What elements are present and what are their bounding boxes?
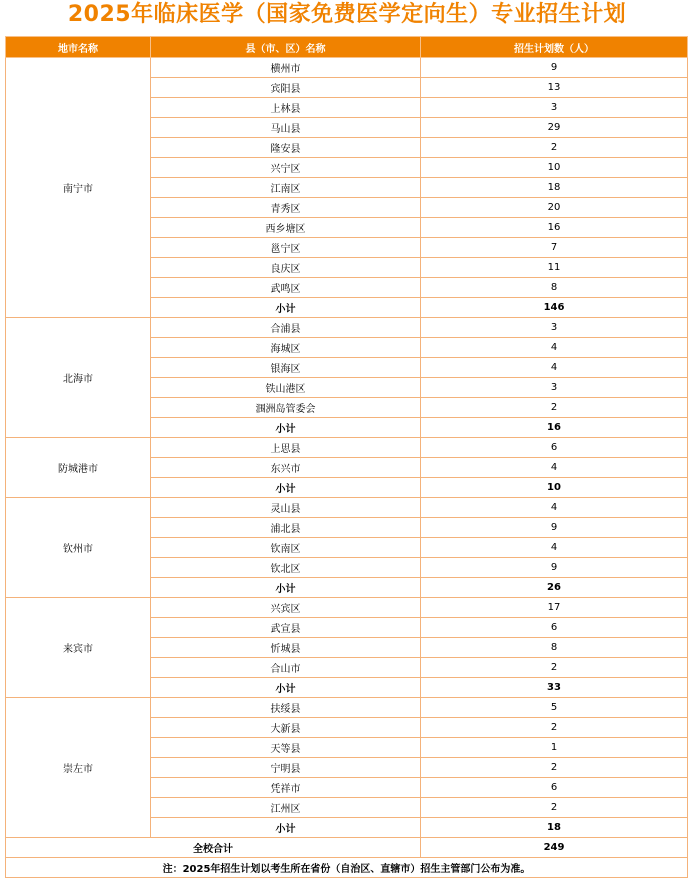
county-name-cell: 天等县 — [151, 738, 421, 758]
county-name-cell: 良庆区 — [151, 258, 421, 278]
header-plan: 招生计划数（人） — [421, 37, 688, 58]
county-name-cell: 浦北县 — [151, 518, 421, 538]
county-name-cell: 宾阳县 — [151, 78, 421, 98]
city-name-cell: 北海市 — [6, 318, 151, 438]
county-name-cell: 忻城县 — [151, 638, 421, 658]
plan-count-cell: 6 — [421, 778, 688, 798]
plan-count-cell: 16 — [421, 218, 688, 238]
plan-count-cell: 2 — [421, 718, 688, 738]
county-name-cell: 灵山县 — [151, 498, 421, 518]
county-name-cell: 东兴市 — [151, 458, 421, 478]
county-name-cell: 邕宁区 — [151, 238, 421, 258]
city-name-cell: 防城港市 — [6, 438, 151, 498]
enrollment-plan-table — [5, 36, 688, 878]
table-header-row — [6, 37, 688, 58]
subtotal-value: 26 — [421, 578, 688, 598]
table-row — [6, 438, 688, 458]
county-name-cell: 大新县 — [151, 718, 421, 738]
footnote: 注：2025年招生计划以考生所在省份（自治区、直辖市）招生主管部门公布为准。 — [6, 858, 688, 878]
plan-count-cell: 9 — [421, 518, 688, 538]
county-name-cell: 海城区 — [151, 338, 421, 358]
plan-count-cell: 9 — [421, 58, 688, 78]
county-name-cell: 江州区 — [151, 798, 421, 818]
county-name-cell: 铁山港区 — [151, 378, 421, 398]
county-name-cell: 兴宁区 — [151, 158, 421, 178]
total-value: 249 — [421, 838, 688, 858]
county-name-cell: 钦北区 — [151, 558, 421, 578]
county-name-cell: 宁明县 — [151, 758, 421, 778]
plan-count-cell: 9 — [421, 558, 688, 578]
plan-count-cell: 20 — [421, 198, 688, 218]
plan-count-cell: 3 — [421, 98, 688, 118]
note-row — [6, 858, 688, 878]
county-name-cell: 凭祥市 — [151, 778, 421, 798]
table-row — [6, 498, 688, 518]
plan-count-cell: 2 — [421, 658, 688, 678]
subtotal-value: 16 — [421, 418, 688, 438]
plan-count-cell: 6 — [421, 618, 688, 638]
subtotal-label: 小计 — [151, 818, 421, 838]
county-name-cell: 武鸣区 — [151, 278, 421, 298]
plan-count-cell: 6 — [421, 438, 688, 458]
plan-count-cell: 1 — [421, 738, 688, 758]
header-city: 地市名称 — [6, 37, 151, 58]
plan-count-cell: 5 — [421, 698, 688, 718]
total-label: 全校合计 — [6, 838, 421, 858]
plan-count-cell: 2 — [421, 398, 688, 418]
city-name-cell: 崇左市 — [6, 698, 151, 838]
plan-count-cell: 4 — [421, 498, 688, 518]
city-name-cell: 钦州市 — [6, 498, 151, 598]
plan-count-cell: 4 — [421, 458, 688, 478]
table-row — [6, 58, 688, 78]
plan-count-cell: 4 — [421, 538, 688, 558]
city-name-cell: 来宾市 — [6, 598, 151, 698]
plan-count-cell: 2 — [421, 798, 688, 818]
county-name-cell: 合浦县 — [151, 318, 421, 338]
table-row — [6, 318, 688, 338]
plan-count-cell: 29 — [421, 118, 688, 138]
county-name-cell: 江南区 — [151, 178, 421, 198]
county-name-cell: 合山市 — [151, 658, 421, 678]
plan-count-cell: 13 — [421, 78, 688, 98]
plan-count-cell: 3 — [421, 378, 688, 398]
plan-count-cell: 7 — [421, 238, 688, 258]
subtotal-value: 18 — [421, 818, 688, 838]
county-name-cell: 银海区 — [151, 358, 421, 378]
subtotal-label: 小计 — [151, 418, 421, 438]
plan-count-cell: 2 — [421, 758, 688, 778]
plan-count-cell: 4 — [421, 338, 688, 358]
county-name-cell: 兴宾区 — [151, 598, 421, 618]
county-name-cell: 横州市 — [151, 58, 421, 78]
table-row — [6, 598, 688, 618]
header-county: 县（市、区）名称 — [151, 37, 421, 58]
subtotal-label: 小计 — [151, 678, 421, 698]
city-name-cell: 南宁市 — [6, 58, 151, 318]
plan-count-cell: 17 — [421, 598, 688, 618]
subtotal-label: 小计 — [151, 478, 421, 498]
plan-count-cell: 10 — [421, 158, 688, 178]
plan-count-cell: 8 — [421, 278, 688, 298]
county-name-cell: 扶绥县 — [151, 698, 421, 718]
plan-count-cell: 3 — [421, 318, 688, 338]
county-name-cell: 上思县 — [151, 438, 421, 458]
county-name-cell: 隆安县 — [151, 138, 421, 158]
subtotal-label: 小计 — [151, 298, 421, 318]
subtotal-value: 146 — [421, 298, 688, 318]
county-name-cell: 西乡塘区 — [151, 218, 421, 238]
plan-count-cell: 2 — [421, 138, 688, 158]
county-name-cell: 武宣县 — [151, 618, 421, 638]
county-name-cell: 马山县 — [151, 118, 421, 138]
subtotal-label: 小计 — [151, 578, 421, 598]
subtotal-value: 10 — [421, 478, 688, 498]
total-row — [6, 838, 688, 858]
plan-count-cell: 18 — [421, 178, 688, 198]
plan-count-cell: 8 — [421, 638, 688, 658]
subtotal-value: 33 — [421, 678, 688, 698]
county-name-cell: 青秀区 — [151, 198, 421, 218]
plan-count-cell: 4 — [421, 358, 688, 378]
county-name-cell: 涠洲岛管委会 — [151, 398, 421, 418]
county-name-cell: 钦南区 — [151, 538, 421, 558]
plan-count-cell: 11 — [421, 258, 688, 278]
county-name-cell: 上林县 — [151, 98, 421, 118]
table-body — [6, 58, 688, 838]
table-row — [6, 698, 688, 718]
page-title: 2025年临床医学（国家免费医学定向生）专业招生计划 — [67, 2, 627, 27]
